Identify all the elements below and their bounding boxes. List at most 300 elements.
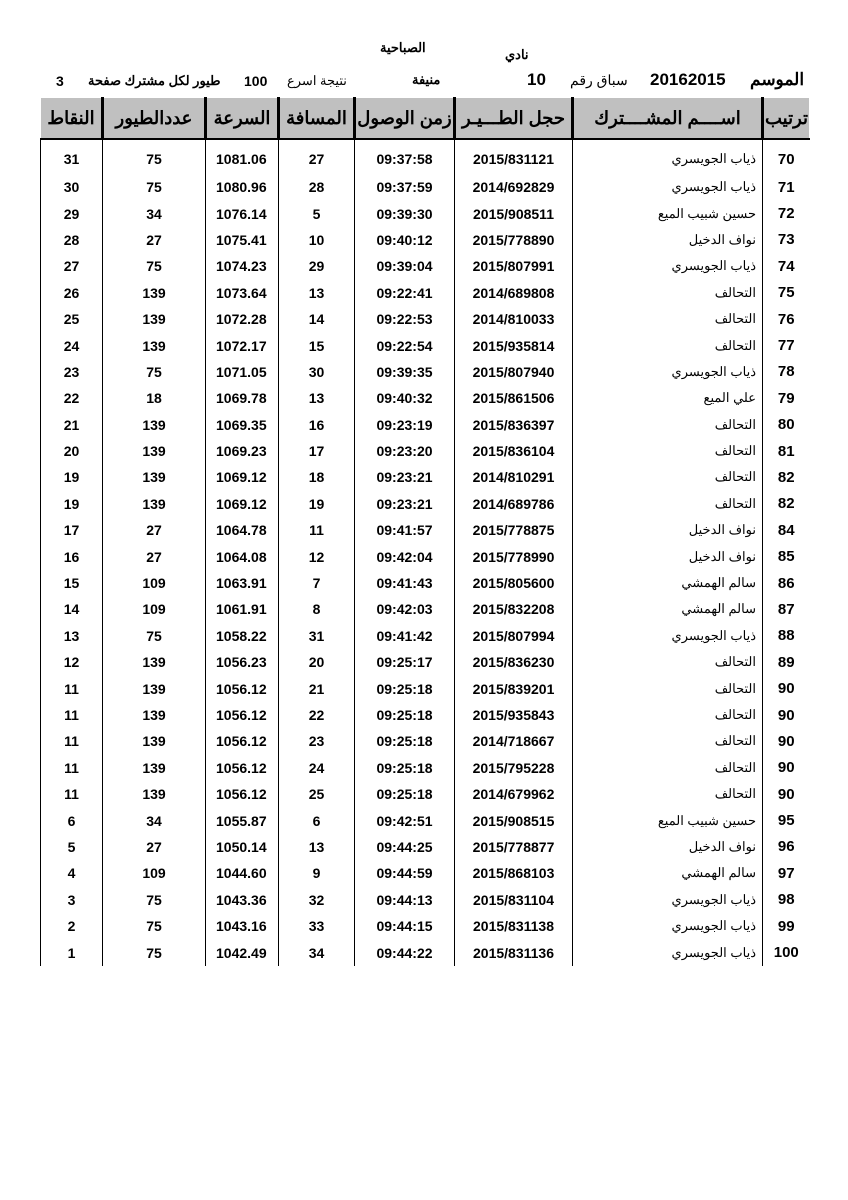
per-member-label: طيور لكل مشترك صفحة (88, 73, 221, 88)
col-arrival: زمن الوصول (355, 98, 455, 140)
cell-speed: 1061.91 (206, 596, 279, 622)
cell-rank: 86 (763, 570, 810, 596)
table-row (41, 253, 810, 279)
cell-name: سالم الهمشي (573, 570, 763, 596)
cell-speed: 1043.16 (206, 913, 279, 939)
result-label: نتيجة اسرع (287, 73, 347, 88)
table-row (41, 623, 810, 649)
cell-time: 09:25:18 (355, 675, 455, 701)
table-row (41, 702, 810, 728)
cell-rank: 82 (763, 464, 810, 490)
cell-birds: 75 (103, 887, 206, 913)
cell-rank: 98 (763, 887, 810, 913)
cell-rank: 77 (763, 332, 810, 358)
cell-speed: 1081.06 (206, 139, 279, 174)
cell-dist: 24 (279, 755, 355, 781)
cell-speed: 1080.96 (206, 174, 279, 200)
cell-speed: 1069.12 (206, 491, 279, 517)
cell-speed: 1073.64 (206, 280, 279, 306)
cell-name: التحالف (573, 464, 763, 490)
table-row (41, 543, 810, 569)
cell-name: حسين شبيب الميع (573, 807, 763, 833)
cell-ring: 2014/810291 (455, 464, 573, 490)
cell-time: 09:23:19 (355, 412, 455, 438)
cell-dist: 19 (279, 491, 355, 517)
cell-time: 09:23:20 (355, 438, 455, 464)
cell-speed: 1042.49 (206, 939, 279, 965)
cell-points: 14 (41, 596, 103, 622)
table-row (41, 939, 810, 965)
cell-points: 25 (41, 306, 103, 332)
cell-birds: 18 (103, 385, 206, 411)
cell-speed: 1072.28 (206, 306, 279, 332)
cell-points: 3 (41, 887, 103, 913)
cell-ring: 2015/795228 (455, 755, 573, 781)
cell-dist: 32 (279, 887, 355, 913)
table-row (41, 491, 810, 517)
cell-speed: 1076.14 (206, 200, 279, 226)
cell-birds: 139 (103, 675, 206, 701)
cell-rank: 96 (763, 834, 810, 860)
club-name: الصباحية (380, 40, 426, 55)
cell-ring: 2015/868103 (455, 860, 573, 886)
cell-birds: 139 (103, 781, 206, 807)
cell-dist: 9 (279, 860, 355, 886)
table-row (41, 385, 810, 411)
cell-rank: 90 (763, 702, 810, 728)
cell-ring: 2015/832208 (455, 596, 573, 622)
cell-time: 09:22:41 (355, 280, 455, 306)
cell-speed: 1056.23 (206, 649, 279, 675)
cell-ring: 2015/836397 (455, 412, 573, 438)
cell-ring: 2015/836104 (455, 438, 573, 464)
results-table-wrapper (40, 97, 809, 966)
cell-rank: 76 (763, 306, 810, 332)
cell-ring: 2015/778990 (455, 543, 573, 569)
cell-dist: 11 (279, 517, 355, 543)
table-row (41, 139, 810, 174)
cell-rank: 87 (763, 596, 810, 622)
cell-rank: 70 (763, 139, 810, 174)
cell-dist: 15 (279, 332, 355, 358)
cell-ring: 2015/831104 (455, 887, 573, 913)
cell-speed: 1064.78 (206, 517, 279, 543)
col-rank: ترتيب (763, 98, 810, 140)
table-row (41, 412, 810, 438)
col-birds: عددالطيور (103, 98, 206, 140)
table-row (41, 570, 810, 596)
cell-time: 09:40:12 (355, 227, 455, 253)
cell-speed: 1050.14 (206, 834, 279, 860)
cell-ring: 2015/831138 (455, 913, 573, 939)
cell-birds: 139 (103, 491, 206, 517)
table-row (41, 438, 810, 464)
cell-time: 09:42:04 (355, 543, 455, 569)
page-number: 3 (56, 73, 64, 89)
cell-name: التحالف (573, 755, 763, 781)
cell-dist: 5 (279, 200, 355, 226)
cell-birds: 109 (103, 860, 206, 886)
cell-speed: 1056.12 (206, 675, 279, 701)
cell-time: 09:39:30 (355, 200, 455, 226)
cell-points: 11 (41, 781, 103, 807)
cell-birds: 75 (103, 913, 206, 939)
cell-birds: 139 (103, 332, 206, 358)
cell-dist: 13 (279, 280, 355, 306)
cell-speed: 1071.05 (206, 359, 279, 385)
cell-name: التحالف (573, 728, 763, 754)
cell-birds: 75 (103, 253, 206, 279)
cell-rank: 74 (763, 253, 810, 279)
cell-dist: 31 (279, 623, 355, 649)
cell-points: 4 (41, 860, 103, 886)
cell-name: سالم الهمشي (573, 860, 763, 886)
cell-name: ذياب الجويسري (573, 359, 763, 385)
cell-birds: 139 (103, 649, 206, 675)
cell-speed: 1055.87 (206, 807, 279, 833)
cell-dist: 13 (279, 385, 355, 411)
cell-time: 09:39:35 (355, 359, 455, 385)
cell-ring: 2014/810033 (455, 306, 573, 332)
cell-ring: 2014/692829 (455, 174, 573, 200)
cell-dist: 25 (279, 781, 355, 807)
cell-name: حسين شبيب الميع (573, 200, 763, 226)
cell-points: 11 (41, 755, 103, 781)
cell-ring: 2015/807991 (455, 253, 573, 279)
cell-speed: 1069.35 (206, 412, 279, 438)
cell-points: 27 (41, 253, 103, 279)
cell-name: التحالف (573, 649, 763, 675)
cell-rank: 81 (763, 438, 810, 464)
cell-speed: 1043.36 (206, 887, 279, 913)
col-points: النقاط (41, 98, 103, 140)
cell-dist: 20 (279, 649, 355, 675)
cell-points: 28 (41, 227, 103, 253)
col-participant: اســــم المشــــترك (573, 98, 763, 140)
cell-rank: 85 (763, 543, 810, 569)
cell-birds: 34 (103, 807, 206, 833)
table-header-row (41, 98, 810, 140)
cell-dist: 30 (279, 359, 355, 385)
cell-dist: 14 (279, 306, 355, 332)
cell-dist: 34 (279, 939, 355, 965)
table-row (41, 174, 810, 200)
cell-name: التحالف (573, 675, 763, 701)
cell-rank: 90 (763, 755, 810, 781)
club-label: نادي (505, 47, 529, 62)
season-value: 20162015 (650, 70, 726, 89)
cell-birds: 75 (103, 139, 206, 174)
cell-points: 20 (41, 438, 103, 464)
cell-name: التحالف (573, 438, 763, 464)
cell-name: التحالف (573, 332, 763, 358)
cell-birds: 75 (103, 939, 206, 965)
cell-dist: 8 (279, 596, 355, 622)
cell-dist: 33 (279, 913, 355, 939)
cell-birds: 139 (103, 728, 206, 754)
cell-time: 09:23:21 (355, 491, 455, 517)
cell-rank: 97 (763, 860, 810, 886)
cell-ring: 2015/831121 (455, 139, 573, 174)
cell-time: 09:44:25 (355, 834, 455, 860)
cell-dist: 13 (279, 834, 355, 860)
cell-time: 09:37:59 (355, 174, 455, 200)
race-location: منيفة (412, 72, 441, 87)
cell-birds: 139 (103, 280, 206, 306)
cell-name: ذياب الجويسري (573, 913, 763, 939)
cell-rank: 78 (763, 359, 810, 385)
cell-ring: 2015/935814 (455, 332, 573, 358)
cell-name: ذياب الجويسري (573, 174, 763, 200)
cell-speed: 1063.91 (206, 570, 279, 596)
cell-points: 31 (41, 139, 103, 174)
cell-dist: 17 (279, 438, 355, 464)
cell-birds: 139 (103, 755, 206, 781)
cell-points: 22 (41, 385, 103, 411)
cell-points: 24 (41, 332, 103, 358)
cell-points: 11 (41, 728, 103, 754)
cell-name: التحالف (573, 491, 763, 517)
cell-rank: 71 (763, 174, 810, 200)
table-row (41, 728, 810, 754)
cell-points: 23 (41, 359, 103, 385)
cell-ring: 2015/778875 (455, 517, 573, 543)
cell-name: ذياب الجويسري (573, 939, 763, 965)
cell-name: التحالف (573, 306, 763, 332)
cell-rank: 90 (763, 675, 810, 701)
table-row (41, 596, 810, 622)
col-speed: السرعة (206, 98, 279, 140)
cell-rank: 75 (763, 280, 810, 306)
cell-name: التحالف (573, 781, 763, 807)
cell-name: نواف الدخيل (573, 517, 763, 543)
table-row (41, 860, 810, 886)
cell-points: 19 (41, 491, 103, 517)
table-row (41, 887, 810, 913)
cell-points: 21 (41, 412, 103, 438)
cell-points: 11 (41, 675, 103, 701)
cell-time: 09:25:18 (355, 702, 455, 728)
cell-time: 09:44:22 (355, 939, 455, 965)
cell-dist: 6 (279, 807, 355, 833)
table-row (41, 280, 810, 306)
cell-rank: 84 (763, 517, 810, 543)
cell-name: التحالف (573, 412, 763, 438)
table-row (41, 834, 810, 860)
cell-ring: 2015/839201 (455, 675, 573, 701)
cell-name: ذياب الجويسري (573, 253, 763, 279)
cell-rank: 88 (763, 623, 810, 649)
cell-dist: 22 (279, 702, 355, 728)
results-body (41, 139, 810, 966)
cell-time: 09:42:03 (355, 596, 455, 622)
cell-rank: 89 (763, 649, 810, 675)
cell-ring: 2015/778890 (455, 227, 573, 253)
col-ring: حجل الطـــيـر (455, 98, 573, 140)
cell-dist: 10 (279, 227, 355, 253)
cell-birds: 139 (103, 438, 206, 464)
season-label: الموسم (750, 70, 805, 89)
cell-ring: 2014/718667 (455, 728, 573, 754)
cell-ring: 2015/805600 (455, 570, 573, 596)
cell-speed: 1069.78 (206, 385, 279, 411)
cell-points: 13 (41, 623, 103, 649)
cell-birds: 27 (103, 834, 206, 860)
cell-birds: 75 (103, 174, 206, 200)
cell-ring: 2015/807994 (455, 623, 573, 649)
cell-speed: 1056.12 (206, 702, 279, 728)
cell-speed: 1044.60 (206, 860, 279, 886)
cell-speed: 1072.17 (206, 332, 279, 358)
fastest-count: 100 (244, 73, 268, 89)
cell-time: 09:37:58 (355, 139, 455, 174)
cell-rank: 95 (763, 807, 810, 833)
cell-time: 09:44:59 (355, 860, 455, 886)
cell-ring: 2015/935843 (455, 702, 573, 728)
cell-rank: 90 (763, 781, 810, 807)
cell-rank: 80 (763, 412, 810, 438)
cell-time: 09:22:54 (355, 332, 455, 358)
cell-birds: 75 (103, 359, 206, 385)
cell-dist: 27 (279, 139, 355, 174)
cell-dist: 18 (279, 464, 355, 490)
cell-time: 09:25:18 (355, 755, 455, 781)
cell-points: 30 (41, 174, 103, 200)
cell-points: 2 (41, 913, 103, 939)
cell-time: 09:41:57 (355, 517, 455, 543)
cell-dist: 16 (279, 412, 355, 438)
cell-birds: 109 (103, 596, 206, 622)
cell-birds: 139 (103, 412, 206, 438)
cell-ring: 2015/831136 (455, 939, 573, 965)
table-row (41, 306, 810, 332)
table-row (41, 755, 810, 781)
cell-points: 12 (41, 649, 103, 675)
table-row (41, 464, 810, 490)
cell-speed: 1074.23 (206, 253, 279, 279)
col-distance: المسافة (279, 98, 355, 140)
cell-speed: 1069.12 (206, 464, 279, 490)
table-row (41, 332, 810, 358)
cell-dist: 7 (279, 570, 355, 596)
cell-points: 5 (41, 834, 103, 860)
cell-points: 6 (41, 807, 103, 833)
cell-points: 19 (41, 464, 103, 490)
cell-time: 09:41:43 (355, 570, 455, 596)
cell-rank: 73 (763, 227, 810, 253)
cell-name: التحالف (573, 280, 763, 306)
cell-rank: 90 (763, 728, 810, 754)
cell-speed: 1058.22 (206, 623, 279, 649)
cell-birds: 27 (103, 517, 206, 543)
cell-name: التحالف (573, 702, 763, 728)
cell-ring: 2014/679962 (455, 781, 573, 807)
cell-ring: 2015/778877 (455, 834, 573, 860)
cell-ring: 2014/689808 (455, 280, 573, 306)
cell-name: ذياب الجويسري (573, 623, 763, 649)
cell-rank: 82 (763, 491, 810, 517)
cell-rank: 100 (763, 939, 810, 965)
cell-points: 15 (41, 570, 103, 596)
cell-points: 29 (41, 200, 103, 226)
cell-birds: 27 (103, 543, 206, 569)
cell-speed: 1056.12 (206, 755, 279, 781)
cell-time: 09:25:17 (355, 649, 455, 675)
cell-time: 09:40:32 (355, 385, 455, 411)
cell-birds: 139 (103, 702, 206, 728)
cell-name: نواف الدخيل (573, 227, 763, 253)
table-row (41, 517, 810, 543)
table-row (41, 200, 810, 226)
cell-dist: 23 (279, 728, 355, 754)
cell-name: ذياب الجويسري (573, 139, 763, 174)
cell-ring: 2015/836230 (455, 649, 573, 675)
cell-time: 09:42:51 (355, 807, 455, 833)
cell-speed: 1056.12 (206, 728, 279, 754)
cell-birds: 34 (103, 200, 206, 226)
cell-ring: 2015/861506 (455, 385, 573, 411)
cell-speed: 1064.08 (206, 543, 279, 569)
cell-name: ذياب الجويسري (573, 887, 763, 913)
race-label: سباق رقم (570, 72, 628, 88)
cell-time: 09:41:42 (355, 623, 455, 649)
cell-time: 09:25:18 (355, 781, 455, 807)
cell-ring: 2015/807940 (455, 359, 573, 385)
cell-points: 17 (41, 517, 103, 543)
table-row (41, 649, 810, 675)
cell-dist: 28 (279, 174, 355, 200)
cell-time: 09:22:53 (355, 306, 455, 332)
cell-points: 11 (41, 702, 103, 728)
table-row (41, 359, 810, 385)
cell-time: 09:39:04 (355, 253, 455, 279)
cell-time: 09:25:18 (355, 728, 455, 754)
cell-rank: 79 (763, 385, 810, 411)
cell-points: 1 (41, 939, 103, 965)
cell-speed: 1075.41 (206, 227, 279, 253)
cell-rank: 99 (763, 913, 810, 939)
cell-birds: 75 (103, 623, 206, 649)
cell-name: نواف الدخيل (573, 543, 763, 569)
cell-name: نواف الدخيل (573, 834, 763, 860)
cell-name: سالم الهمشي (573, 596, 763, 622)
table-row (41, 807, 810, 833)
cell-birds: 139 (103, 464, 206, 490)
cell-time: 09:44:13 (355, 887, 455, 913)
cell-ring: 2015/908515 (455, 807, 573, 833)
cell-dist: 21 (279, 675, 355, 701)
table-row (41, 227, 810, 253)
cell-points: 26 (41, 280, 103, 306)
table-row (41, 913, 810, 939)
results-table (40, 97, 810, 966)
cell-birds: 109 (103, 570, 206, 596)
cell-birds: 139 (103, 306, 206, 332)
cell-name: علي الميع (573, 385, 763, 411)
table-row (41, 675, 810, 701)
cell-ring: 2014/689786 (455, 491, 573, 517)
cell-rank: 72 (763, 200, 810, 226)
cell-dist: 29 (279, 253, 355, 279)
cell-speed: 1056.12 (206, 781, 279, 807)
cell-time: 09:23:21 (355, 464, 455, 490)
table-row (41, 781, 810, 807)
cell-points: 16 (41, 543, 103, 569)
cell-ring: 2015/908511 (455, 200, 573, 226)
cell-speed: 1069.23 (206, 438, 279, 464)
cell-dist: 12 (279, 543, 355, 569)
cell-birds: 27 (103, 227, 206, 253)
